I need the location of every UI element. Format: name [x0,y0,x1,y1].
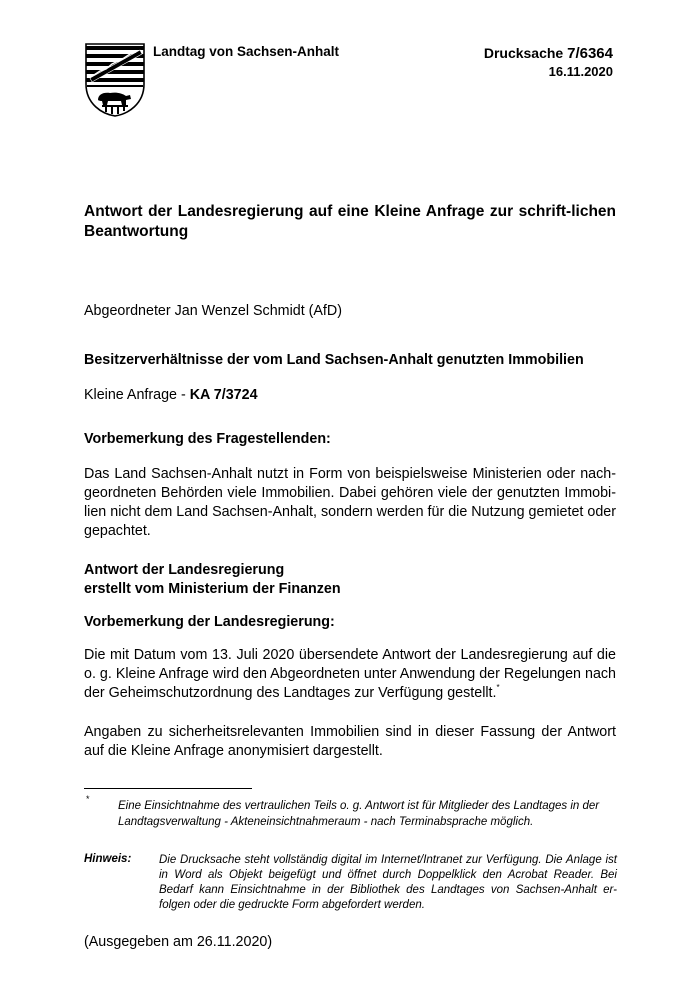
subject-line: Besitzerverhältnisse der vom Land Sachsen-Anhalt genutzten Immobilien [84,352,584,368]
footnote-mark: * [86,794,90,804]
footnote-reference: * [496,683,500,692]
government-text [84,646,616,703]
inquiry-number: KA 7/3724 [189,387,258,403]
footnote-divider [84,788,252,789]
parliament-name: Landtag von Sachsen-Anhalt [153,44,340,59]
answer-heading-1: Antwort der Landesregierung [84,562,285,578]
document-number: 7/6364 [567,45,613,62]
document-date: 16.11.2020 [548,64,613,79]
government-text-body: Die mit Datum vom 13. Juli 2020 übersendete Antwort der Landesregierung auf die o. g. Kleine Anfrage wird den Abgeordneten unter Anwendung der Regelungen nach der Geheimschutzordnung des Landtages zur Verfügung gestellt. [84,647,616,701]
government-heading: Vorbemerkung der Landesregierung: [84,614,335,630]
footnote-text: Eine Einsichtnahme des vertraulichen Teils o. g. Antwort ist für Mitglieder des Landtages in der Landtagsverwaltung - Akteneinsichtnahmeraum - nach Terminabsprache möglich. [118,800,600,828]
member-line: Abgeordneter Jan Wenzel Schmidt (AfD) [84,303,342,319]
hinweis-label: Hinweis: [84,853,132,865]
preliminary-text: Das Land Sachsen-Anhalt nutzt in Form von beispielsweise Ministerien oder nach-geordneten Behörden viele Immobilien. Dabei gehören viele der genutzten Immobi-lien nicht dem Land Sachsen-Anhalt, sondern werden für die Nutzung gemietet oder gepachtet. [84,466,616,539]
inquiry-label: Kleine Anfrage - [84,387,190,403]
government-text-2: Angaben zu sicherheitsrelevanten Immobilien sind in dieser Fassung der Antwort auf die Kleine Anfrage anonymisiert dargestellt. [84,724,616,759]
page-title: Antwort der Landesregierung auf eine Kleine Anfrage zur schrift-lichen Beantwortung [84,203,616,240]
preliminary-heading: Vorbemerkung des Fragestellenden: [84,431,331,447]
document-number-block [484,44,613,81]
document-label: Drucksache [483,45,568,61]
coat-of-arms-icon [84,42,146,118]
answer-heading-2: erstellt vom Ministerium der Finanzen [84,581,341,597]
issued-date: (Ausgegeben am 26.11.2020) [84,934,273,950]
inquiry-line [84,386,616,405]
hinweis-text: Die Drucksache steht vollständig digital im Internet/Intranet zur Verfügung. Die Anlage ist in Word als Objekt beigefügt und öffnet durch Doppelklick den Acrobat Reader. Bei Bedarf kann Einsichtnahme in der Bibliothek des Landtages von Sachsen-Anhalt er-folgen oder die gedruckte Form abgefordert werden. [159,854,617,911]
